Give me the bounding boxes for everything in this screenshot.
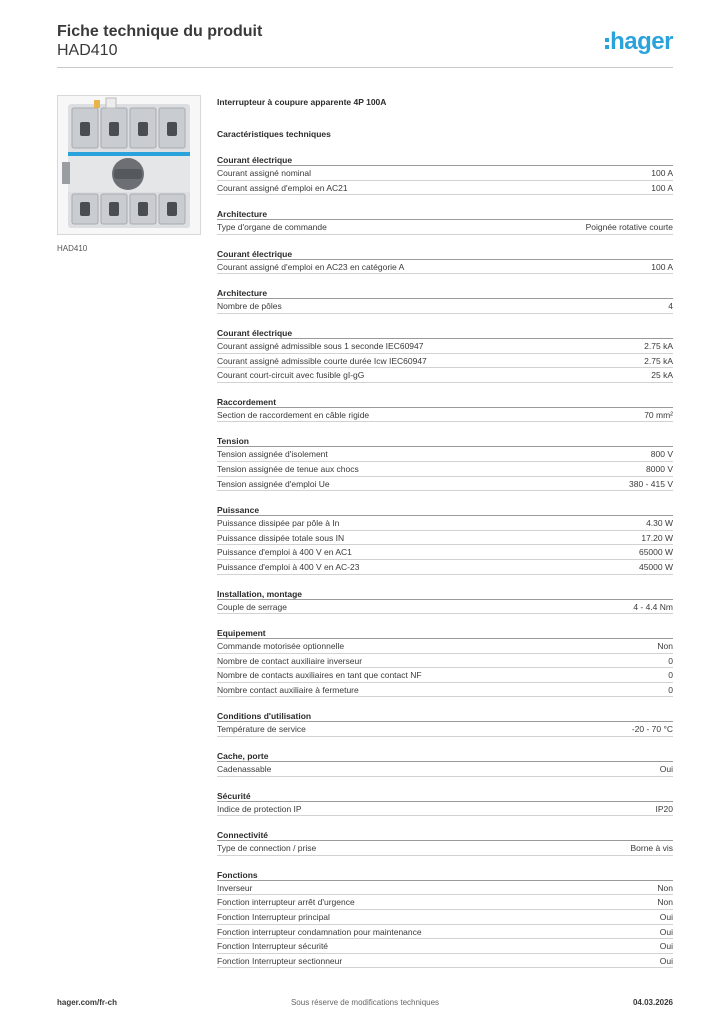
spec-label: Couple de serrage	[217, 601, 287, 612]
spec-label: Courant court-circuit avec fusible gI-gG	[217, 370, 365, 381]
spec-group-title: Puissance	[217, 504, 673, 516]
spec-groups	[217, 154, 673, 968]
spec-label: Nombre de contact auxiliaire inverseur	[217, 655, 363, 666]
spec-label: Cadenassable	[217, 764, 272, 775]
spec-group-title: Architecture	[217, 287, 673, 299]
spec-value: Poignée rotative courte	[585, 222, 673, 233]
spec-group-title: Raccordement	[217, 396, 673, 408]
spec-row	[217, 654, 673, 669]
section-title: Caractéristiques techniques	[217, 129, 331, 139]
product-image	[57, 95, 201, 235]
spec-row	[217, 639, 673, 654]
spec-value: 65000 W	[638, 547, 673, 558]
spec-row	[217, 339, 673, 354]
spec-label: Inverseur	[217, 882, 253, 893]
spec-label: Fonction Interrupteur sécurité	[217, 941, 329, 952]
spec-group	[217, 396, 673, 423]
product-description: Interrupteur à coupure apparente 4P 100A	[217, 97, 387, 107]
spec-label: Nombre contact auxiliaire à fermeture	[217, 684, 359, 695]
spec-label: Puissance dissipée totale sous IN	[217, 532, 345, 543]
spec-group-title: Equipement	[217, 627, 673, 639]
page-header	[57, 22, 673, 68]
spec-value: Non	[657, 882, 673, 893]
spec-row	[217, 560, 673, 575]
footer-website: hager.com/fr-ch	[57, 998, 118, 1007]
spec-label: Puissance dissipée par pôle à In	[217, 518, 340, 529]
spec-label: Courant assigné d'emploi en AC23 en catégorie A	[217, 261, 405, 272]
spec-row	[217, 516, 673, 531]
spec-row	[217, 368, 673, 383]
spec-row	[217, 762, 673, 777]
spec-label: Type d'organe de commande	[217, 222, 327, 233]
spec-label: Courant assigné d'emploi en AC21	[217, 182, 348, 193]
spec-value: 0	[668, 655, 673, 666]
spec-label: Type de connection / prise	[217, 843, 317, 854]
spec-row	[217, 722, 673, 737]
spec-value: Non	[657, 897, 673, 908]
spec-value: 2.75 kA	[644, 355, 673, 366]
spec-group	[217, 588, 673, 615]
spec-value: 0	[668, 670, 673, 681]
spec-row	[217, 881, 673, 896]
spec-row	[217, 299, 673, 314]
page-title: Fiche technique du produit	[57, 23, 263, 40]
spec-row	[217, 477, 673, 492]
spec-content	[217, 96, 673, 981]
spec-group	[217, 790, 673, 817]
spec-value: -20 - 70 °C	[631, 724, 673, 735]
image-caption: HAD410	[57, 244, 88, 253]
spec-label: Fonction Interrupteur principal	[217, 912, 330, 923]
spec-row	[217, 220, 673, 235]
spec-group-title: Architecture	[217, 208, 673, 220]
spec-value: 4	[668, 301, 673, 312]
spec-group	[217, 627, 673, 697]
spec-group-title: Connectivité	[217, 829, 673, 841]
logo-text: hager	[610, 28, 673, 55]
spec-row	[217, 166, 673, 181]
spec-group	[217, 435, 673, 491]
spec-value: 100 A	[651, 168, 673, 178]
spec-value: Oui	[659, 912, 673, 923]
spec-row	[217, 954, 673, 969]
spec-value: 4 - 4.4 Nm	[633, 601, 673, 612]
spec-group	[217, 869, 673, 969]
spec-label: Fonction Interrupteur sectionneur	[217, 955, 343, 966]
spec-label: Puissance d'emploi à 400 V en AC1	[217, 547, 352, 558]
spec-row	[217, 683, 673, 698]
spec-value: Oui	[659, 941, 673, 952]
spec-row	[217, 939, 673, 954]
spec-value: Oui	[659, 955, 673, 966]
spec-label: Nombre de contacts auxiliaires en tant que contact NF	[217, 670, 422, 681]
spec-value: 70 mm²	[644, 409, 673, 420]
footer-disclaimer: Sous réserve de modifications techniques	[290, 998, 440, 1007]
spec-group	[217, 287, 673, 314]
spec-value: Oui	[659, 926, 673, 937]
spec-group	[217, 208, 673, 235]
spec-row	[217, 181, 673, 196]
spec-row	[217, 531, 673, 546]
spec-group-title: Fonctions	[217, 869, 673, 881]
spec-label: Fonction interrupteur arrêt d'urgence	[217, 897, 355, 908]
spec-label: Section de raccordement en câble rigide	[217, 409, 370, 420]
page-footer	[57, 998, 673, 1007]
spec-group-title: Conditions d'utilisation	[217, 710, 673, 722]
spec-group	[217, 154, 673, 195]
spec-group-title: Tension	[217, 435, 673, 447]
spec-value: Non	[657, 641, 673, 652]
spec-row	[217, 925, 673, 940]
spec-value: IP20	[655, 803, 673, 814]
spec-value: 25 kA	[651, 370, 673, 381]
spec-value: Borne à vis	[630, 843, 673, 854]
spec-label: Nombre de pôles	[217, 301, 282, 312]
footer-date: 04.03.2026	[632, 998, 673, 1007]
spec-group-title: Installation, montage	[217, 588, 673, 600]
spec-row	[217, 895, 673, 910]
spec-label: Fonction interrupteur condamnation pour maintenance	[217, 926, 422, 937]
spec-value: 800 V	[650, 449, 673, 460]
spec-value: 4.30 W	[646, 518, 673, 529]
spec-label: Courant assigné admissible sous 1 seconde IEC60947	[217, 340, 424, 351]
spec-row	[217, 462, 673, 477]
spec-row	[217, 841, 673, 856]
spec-label: Indice de protection IP	[217, 803, 302, 814]
spec-value: 8000 V	[646, 463, 673, 474]
spec-value: 100 A	[651, 182, 673, 193]
spec-label: Tension assignée de tenue aux chocs	[217, 463, 359, 474]
spec-row	[217, 260, 673, 275]
spec-group	[217, 710, 673, 737]
spec-group-title: Courant électrique	[217, 248, 673, 260]
spec-row	[217, 668, 673, 683]
spec-label: Commande motorisée optionnelle	[217, 641, 345, 652]
spec-label: Température de service	[217, 724, 306, 735]
spec-label: Courant assigné nominal	[217, 168, 312, 178]
spec-group	[217, 248, 673, 275]
spec-value: 0	[668, 684, 673, 695]
spec-value: 2.75 kA	[644, 340, 673, 351]
hager-logo	[605, 28, 673, 56]
spec-group-title: Courant électrique	[217, 327, 673, 339]
spec-group	[217, 327, 673, 383]
spec-row	[217, 354, 673, 369]
spec-group	[217, 750, 673, 777]
switch-disconnector-icon	[58, 96, 200, 234]
spec-value: Oui	[659, 764, 673, 775]
spec-group-title: Courant électrique	[217, 154, 673, 166]
spec-row	[217, 545, 673, 560]
spec-value: 380 - 415 V	[629, 478, 673, 489]
spec-label: Puissance d'emploi à 400 V en AC-23	[217, 561, 360, 572]
spec-group	[217, 829, 673, 856]
spec-value: 17.20 W	[641, 532, 673, 543]
spec-group-title: Sécurité	[217, 790, 673, 802]
spec-label: Tension assignée d'isolement	[217, 449, 328, 460]
spec-row	[217, 447, 673, 462]
spec-label: Tension assignée d'emploi Ue	[217, 478, 330, 489]
spec-value: 45000 W	[638, 561, 673, 572]
spec-value: 100 A	[651, 261, 673, 272]
spec-label: Courant assigné admissible courte durée Icw IEC60947	[217, 355, 427, 366]
spec-row	[217, 910, 673, 925]
spec-row	[217, 408, 673, 423]
logo-dots-icon	[605, 38, 609, 49]
spec-group	[217, 504, 673, 574]
spec-row	[217, 802, 673, 817]
product-reference: HAD410	[57, 42, 118, 59]
spec-row	[217, 600, 673, 615]
header-divider	[57, 67, 673, 68]
spec-group-title: Cache, porte	[217, 750, 673, 762]
